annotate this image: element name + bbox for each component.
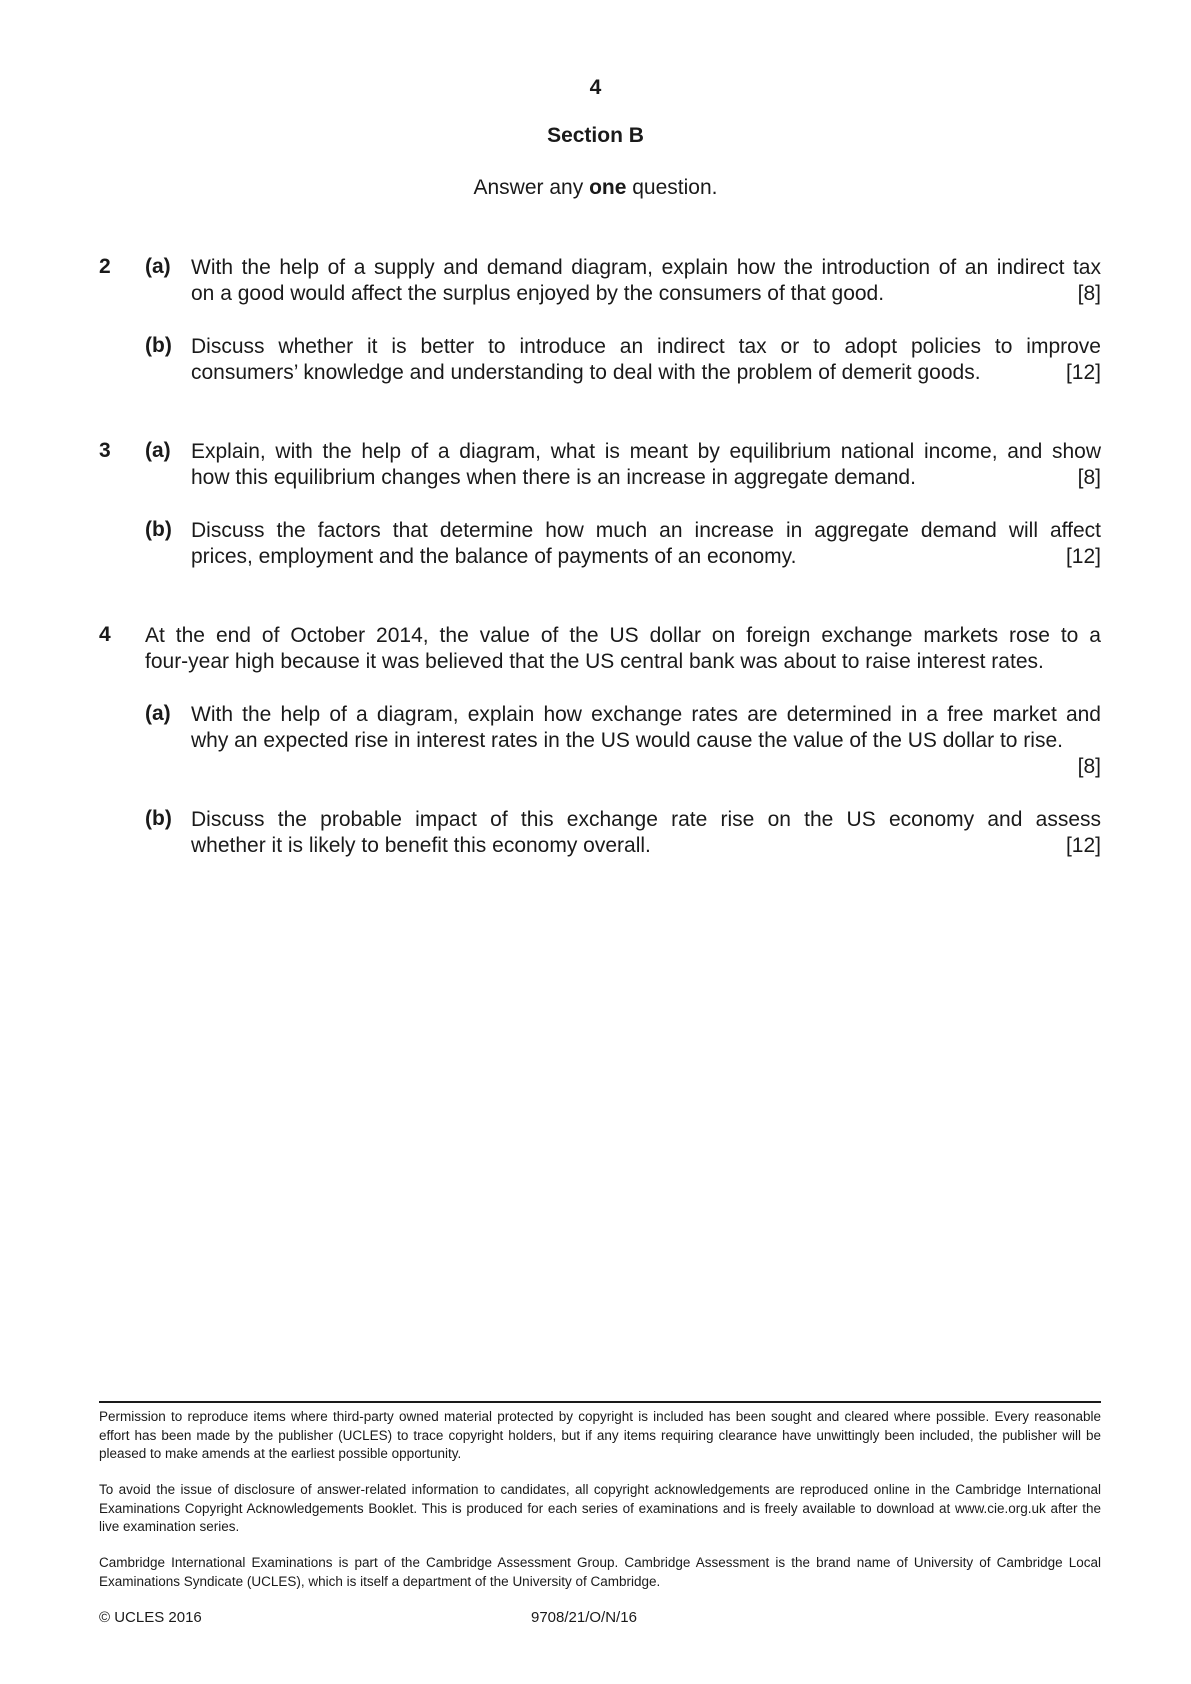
part-line-end: how this equilibrium changes when there is an increase in aggregate demand. bbox=[191, 466, 916, 489]
page-number: 4 bbox=[589, 76, 602, 99]
part-line-end: whether it is likely to benefit this economy overall. bbox=[191, 834, 651, 857]
part-label: (a) bbox=[145, 255, 171, 278]
question-number: 3 bbox=[99, 439, 111, 462]
question-part-text bbox=[191, 439, 1101, 491]
permission-notice: Permission to reproduce items where third-party owned material protected by copyright is included has been sought and cleared where possible. Every reasonable effort has been made by the publisher (UCLES) to trace copyright holders, but if any items requiring clearance have unwittingly been included, the publisher will be pleased to make amends at the earliest possible opportunity. bbox=[99, 1409, 1101, 1461]
question-number: 2 bbox=[99, 255, 111, 278]
question-part-text bbox=[191, 702, 1101, 780]
part-line-end: consumers’ knowledge and understanding to deal with the problem of demerit goods. bbox=[191, 361, 981, 384]
part-last-line bbox=[191, 544, 1101, 570]
part-line-end: on a good would affect the surplus enjoyed by the consumers of that good. bbox=[191, 282, 885, 305]
question-number: 4 bbox=[99, 623, 111, 646]
part-line-end: prices, employment and the balance of payments of an economy. bbox=[191, 545, 797, 568]
part-label: (a) bbox=[145, 439, 171, 462]
instruction-post: question. bbox=[626, 176, 718, 199]
part-last-line bbox=[191, 281, 1101, 307]
part-line: Discuss the probable impact of this exchange rate rise on the US economy and assess bbox=[191, 808, 1101, 831]
copyright-notice: © UCLES 2016 bbox=[99, 1609, 202, 1626]
paper-code: 9708/21/O/N/16 bbox=[531, 1609, 637, 1626]
stem-last-line: four-year high because it was believed that the US central bank was about to raise interest rates. bbox=[145, 650, 1044, 673]
question-part-text bbox=[191, 807, 1101, 859]
marks: [12] bbox=[1065, 361, 1101, 384]
marks: [8] bbox=[1077, 755, 1101, 778]
part-line: With the help of a supply and demand diagram, explain how the introduction of an indirect tax bbox=[191, 256, 1101, 279]
marks: [8] bbox=[1077, 466, 1101, 489]
question-part-text bbox=[191, 255, 1101, 307]
cambridge-notice: Cambridge International Examinations is part of the Cambridge Assessment Group. Cambridge Assessment is the brand name of University of Cambridge Local Examinations Syndicate (UCLES), which is itself a department of the University of Cambridge. bbox=[99, 1555, 1101, 1589]
part-line: Discuss whether it is better to introduce an indirect tax or to adopt policies to improve bbox=[191, 335, 1101, 358]
part-label: (a) bbox=[145, 702, 171, 725]
instruction-bold: one bbox=[589, 176, 627, 199]
part-label: (b) bbox=[145, 807, 172, 830]
part-label: (b) bbox=[145, 334, 172, 357]
question-part-text bbox=[191, 334, 1101, 386]
marks: [12] bbox=[1065, 834, 1101, 857]
disclosure-notice: To avoid the issue of disclosure of answer-related information to candidates, all copyright acknowledgements are reproduced online in the Cambridge International Examinations Copyright Acknowledgements Booklet. This is produced for each series of examinations and is freely available to download at www.cie.org.uk after the live examination series. bbox=[99, 1482, 1101, 1534]
footer-divider bbox=[99, 1401, 1101, 1403]
section-title: Section B bbox=[547, 124, 644, 147]
part-line: Discuss the factors that determine how much an increase in aggregate demand will affect bbox=[191, 519, 1101, 542]
question-stem bbox=[145, 623, 1101, 675]
marks: [8] bbox=[1077, 282, 1101, 305]
part-line: With the help of a diagram, explain how exchange rates are determined in a free market and bbox=[191, 703, 1101, 726]
part-line: Explain, with the help of a diagram, what is meant by equilibrium national income, and show bbox=[191, 440, 1101, 463]
part-label: (b) bbox=[145, 518, 172, 541]
part-last-line bbox=[191, 833, 1101, 859]
part-last-line bbox=[191, 360, 1101, 386]
stem-line: At the end of October 2014, the value of the US dollar on foreign exchange markets rose to a bbox=[145, 624, 1101, 647]
part-last-line bbox=[191, 465, 1101, 491]
instruction bbox=[0, 176, 1191, 200]
marks: [12] bbox=[1065, 545, 1101, 568]
question-part-text bbox=[191, 518, 1101, 570]
part-last-line: why an expected rise in interest rates in the US would cause the value of the US dollar to rise. bbox=[191, 729, 1063, 752]
instruction-pre: Answer any bbox=[473, 176, 590, 199]
